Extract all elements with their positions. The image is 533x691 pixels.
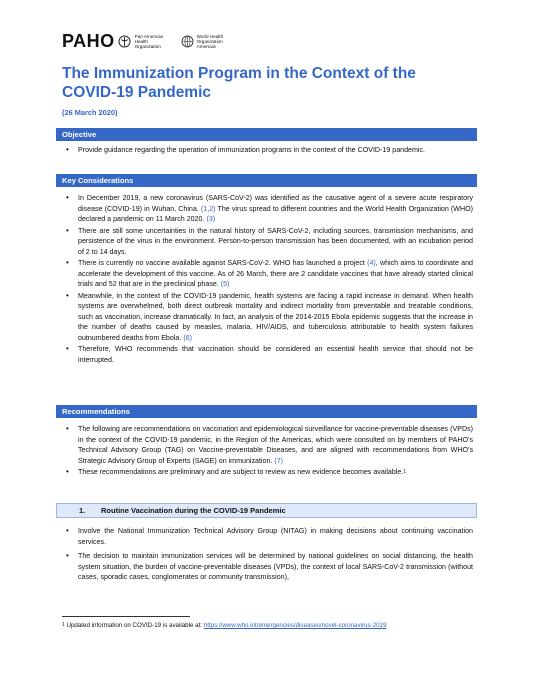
objective-section xyxy=(56,145,477,157)
header-logos xyxy=(62,30,237,52)
reference-link[interactable]: (4) xyxy=(367,259,376,267)
section-heading-key-considerations: Key Considerations xyxy=(56,174,477,187)
who-org-name: World Health Organization Americas xyxy=(196,33,224,49)
paho-emblem-icon xyxy=(118,35,131,48)
bullet-icon: • xyxy=(66,424,69,433)
paho-logo: PAHO xyxy=(62,31,115,51)
who-emblem-icon xyxy=(181,35,194,48)
bullet-icon: • xyxy=(66,344,69,353)
list-item: • The decision to maintain immunization services will be determined by national guidelines on social distancing, the health system situation, the burden of vaccine-preventable diseases (VPDs), the context of local SARS-CoV-2 transmission (without cases, sporadic cases, conglomerates or community transmission), xyxy=(66,551,473,581)
bullet-icon: • xyxy=(66,526,69,535)
bullet-icon: • xyxy=(66,225,69,235)
bullet-icon: • xyxy=(66,290,69,300)
document-title: The Immunization Program in the Context of the COVID-19 Pandemic xyxy=(62,65,416,101)
section-heading-objective: Objective xyxy=(56,128,477,141)
bullet-icon: • xyxy=(66,467,69,476)
list-item: • In December 2019, a new coronavirus (SARS-CoV-2) was identified as the causative agent of a severe acute respiratory disease (COVID-19) in Wuhan, China. (1,2) The virus spread to different countries and the World Health Organization (WHO) declared a pandemic on 11 March 2020. (3) xyxy=(66,193,473,223)
reference-link[interactable]: (3) xyxy=(206,215,216,223)
bullet-icon: • xyxy=(66,145,69,154)
list-item: • The following are recommendations on vaccination and epidemiological surveillance for vaccine-preventable diseases (VPDs) in the context of the COVID-19 pandemic, in the Region of the Americas, which were consulted on by members of PAHO’s Technical Advisory Group (TAG) on Vaccine-preventable Diseases, and are aligned with recommendations from WHO’s Strategic Advisory Group of Experts (SAGE) on immunization. (7) xyxy=(66,424,473,465)
routine-vaccination-section xyxy=(56,526,477,584)
bullet-icon: • xyxy=(66,551,69,560)
footnote: $^1$ Updated information on COVID-19 is available at: https://www.who.int/emergencies/diseases/novel-coronavirus-2019 xyxy=(62,622,387,629)
footnote-mark: 1 xyxy=(403,469,407,475)
list-item: • Therefore, WHO recommends that vaccination should be considered an essential health service that should not be interrupted. xyxy=(66,344,473,364)
paho-org-name: Pan American Health Organization xyxy=(134,33,164,49)
list-item: • Provide guidance regarding the operation of immunization programs in the context of the COVID-19 pandemic. xyxy=(66,145,425,154)
recommendations-section xyxy=(56,424,477,479)
reference-link[interactable]: (7) xyxy=(274,456,284,465)
section-heading-recommendations: Recommendations xyxy=(56,405,477,418)
document-date: (26 March 2020) xyxy=(62,108,118,117)
footnote-divider xyxy=(62,616,190,617)
reference-link[interactable]: (5) xyxy=(220,280,230,288)
bullet-icon: • xyxy=(66,258,69,267)
key-considerations-section xyxy=(56,193,477,366)
bullet-icon: • xyxy=(66,193,69,202)
reference-link[interactable]: (6) xyxy=(183,333,192,342)
list-item: • Involve the National Immunization Technical Advisory Group (NITAG) in making decisions about continuing vaccination services. xyxy=(66,526,473,546)
list-item: • There is currently no vaccine available against SARS-CoV-2. WHO has launched a project (4), which aims to coordinate and accelerate the development of this vaccine. As of 26 March, there are 2 candidate vaccines that have already started clinical trials and 52 that are in the preclinical phase. (5) xyxy=(66,258,473,288)
list-item: • There are still some uncertainties in the natural history of SARS-CoV-2, including sources, transmission mechanisms, and persistence of the virus in the environment. Person-to-person transmission has been documented, with an incubation period of 2 to 14 days. xyxy=(66,225,473,256)
reference-link[interactable]: (1,2) xyxy=(200,204,216,213)
list-item: • These recommendations are preliminary and are subject to review as new evidence becomes available.$^1$ xyxy=(66,467,407,476)
subsection-heading-routine-vaccination: 1. Routine Vaccination during the COVID-19 Pandemic xyxy=(56,503,477,518)
footnote-link[interactable]: https://www.who.int/emergencies/diseases/novel-coronavirus-2019 xyxy=(203,622,387,629)
list-item: • Meanwhile, in the context of the COVID-19 pandemic, health systems are facing a rapid increase in demand. When health systems are overwhelmed, both direct outbreak mortality and indirect mortality from preventable and treatable conditions, such as vaccination, increase dramatically. In fact, an analysis of the 2014-2015 Ebola epidemic suggests that the increase in the number of deaths caused by measles, malaria, HIV/AIDS, and tuberculosis attributable to health system failures outnumbered deaths from Ebola. (6) xyxy=(66,290,473,342)
